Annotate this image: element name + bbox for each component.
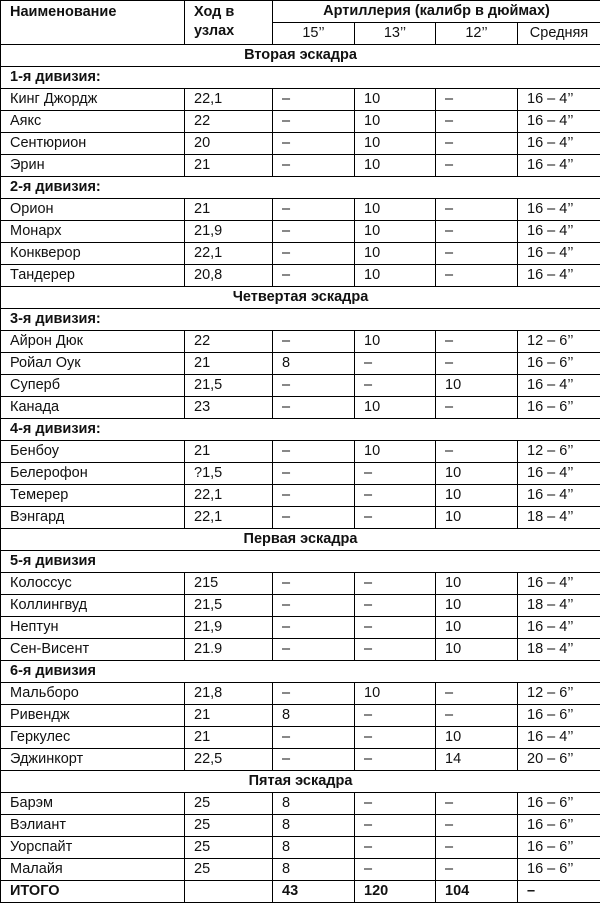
total-label: ИТОГО xyxy=(1,881,185,903)
ship-speed: 21 xyxy=(185,353,273,375)
header-caliber-12: 12’’ xyxy=(436,23,518,45)
header-row xyxy=(1,1,600,23)
ship-name: Орион xyxy=(1,199,185,221)
division-row xyxy=(1,551,600,573)
total-row xyxy=(1,881,600,903)
caliber-12: 10 xyxy=(436,375,518,397)
ship-row xyxy=(1,639,600,661)
ship-row xyxy=(1,815,600,837)
secondary-battery: 16 – 6’’ xyxy=(518,793,600,815)
secondary-battery: 18 – 4’’ xyxy=(518,639,600,661)
ship-speed: 23 xyxy=(185,397,273,419)
caliber-12: 10 xyxy=(436,639,518,661)
caliber-13: 10 xyxy=(355,89,436,111)
caliber-13: – xyxy=(355,727,436,749)
secondary-battery: 16 – 4’’ xyxy=(518,265,600,287)
ship-name: Сентюрион xyxy=(1,133,185,155)
caliber-12: 10 xyxy=(436,507,518,529)
ship-speed: ?1,5 xyxy=(185,463,273,485)
secondary-battery: 16 – 6’’ xyxy=(518,353,600,375)
caliber-15: 8 xyxy=(273,837,355,859)
ship-name: Малайя xyxy=(1,859,185,881)
ship-speed: 25 xyxy=(185,793,273,815)
total-secondary: – xyxy=(518,881,600,903)
caliber-15: – xyxy=(273,595,355,617)
total-15: 43 xyxy=(273,881,355,903)
squadron-row xyxy=(1,771,600,793)
caliber-13: 10 xyxy=(355,683,436,705)
ship-row xyxy=(1,507,600,529)
ship-name: Вэлиант xyxy=(1,815,185,837)
ship-row xyxy=(1,265,600,287)
ship-row xyxy=(1,243,600,265)
caliber-13: – xyxy=(355,793,436,815)
squadron-title: Первая эскадра xyxy=(1,529,600,551)
ship-row xyxy=(1,463,600,485)
caliber-12: – xyxy=(436,705,518,727)
caliber-12: 10 xyxy=(436,463,518,485)
ship-name: Эрин xyxy=(1,155,185,177)
division-title: 6-я дивизия xyxy=(1,661,600,683)
caliber-13: 10 xyxy=(355,265,436,287)
division-title: 3-я дивизия: xyxy=(1,309,600,331)
ship-row xyxy=(1,859,600,881)
ship-row xyxy=(1,155,600,177)
caliber-12: – xyxy=(436,353,518,375)
secondary-battery: 16 – 6’’ xyxy=(518,837,600,859)
ship-row xyxy=(1,617,600,639)
squadron-row xyxy=(1,529,600,551)
ship-speed: 21,8 xyxy=(185,683,273,705)
caliber-13: – xyxy=(355,463,436,485)
secondary-battery: 16 – 4’’ xyxy=(518,221,600,243)
caliber-13: – xyxy=(355,705,436,727)
caliber-15: 8 xyxy=(273,815,355,837)
caliber-12: 10 xyxy=(436,727,518,749)
secondary-battery: 12 – 6’’ xyxy=(518,683,600,705)
caliber-15: – xyxy=(273,375,355,397)
ship-row xyxy=(1,485,600,507)
caliber-15: – xyxy=(273,221,355,243)
ship-row xyxy=(1,331,600,353)
ship-speed: 21,5 xyxy=(185,375,273,397)
caliber-12: 10 xyxy=(436,573,518,595)
caliber-13: – xyxy=(355,815,436,837)
ship-row xyxy=(1,353,600,375)
caliber-15: – xyxy=(273,463,355,485)
ship-name: Ривендж xyxy=(1,705,185,727)
caliber-12: – xyxy=(436,243,518,265)
secondary-battery: 12 – 6’’ xyxy=(518,441,600,463)
ship-name: Нептун xyxy=(1,617,185,639)
ship-speed: 215 xyxy=(185,573,273,595)
caliber-13: – xyxy=(355,573,436,595)
ship-speed: 21.9 xyxy=(185,639,273,661)
secondary-battery: 16 – 4’’ xyxy=(518,727,600,749)
ship-row xyxy=(1,397,600,419)
ship-row xyxy=(1,89,600,111)
ship-speed: 22,1 xyxy=(185,507,273,529)
secondary-battery: 16 – 6’’ xyxy=(518,815,600,837)
ship-speed: 20,8 xyxy=(185,265,273,287)
ship-speed: 21 xyxy=(185,727,273,749)
ship-speed: 21,5 xyxy=(185,595,273,617)
ship-speed: 22,1 xyxy=(185,243,273,265)
caliber-12: – xyxy=(436,859,518,881)
caliber-15: – xyxy=(273,727,355,749)
caliber-15: – xyxy=(273,133,355,155)
caliber-12: 10 xyxy=(436,485,518,507)
ship-name: Айрон Дюк xyxy=(1,331,185,353)
caliber-12: – xyxy=(436,397,518,419)
caliber-13: – xyxy=(355,859,436,881)
ship-speed: 22 xyxy=(185,111,273,133)
caliber-12: 10 xyxy=(436,617,518,639)
caliber-12: – xyxy=(436,815,518,837)
ship-name: Бенбоу xyxy=(1,441,185,463)
secondary-battery: 20 – 6’’ xyxy=(518,749,600,771)
ship-name: Белерофон xyxy=(1,463,185,485)
caliber-15: – xyxy=(273,639,355,661)
ship-speed: 25 xyxy=(185,815,273,837)
caliber-15: – xyxy=(273,89,355,111)
secondary-battery: 16 – 4’’ xyxy=(518,463,600,485)
caliber-15: – xyxy=(273,485,355,507)
secondary-battery: 16 – 6’’ xyxy=(518,397,600,419)
header-caliber-15: 15’’ xyxy=(273,23,355,45)
caliber-15: – xyxy=(273,199,355,221)
ship-row xyxy=(1,683,600,705)
secondary-battery: 16 – 6’’ xyxy=(518,705,600,727)
caliber-15: 8 xyxy=(273,353,355,375)
caliber-13: 10 xyxy=(355,111,436,133)
division-title: 4-я дивизия: xyxy=(1,419,600,441)
ship-row xyxy=(1,441,600,463)
ship-speed: 21,9 xyxy=(185,221,273,243)
ship-row xyxy=(1,705,600,727)
division-row xyxy=(1,661,600,683)
ship-row xyxy=(1,221,600,243)
total-12: 104 xyxy=(436,881,518,903)
ship-name: Барэм xyxy=(1,793,185,815)
ship-name: Уорспайт xyxy=(1,837,185,859)
ship-name: Канада xyxy=(1,397,185,419)
caliber-15: 8 xyxy=(273,793,355,815)
ship-speed: 22,5 xyxy=(185,749,273,771)
caliber-15: – xyxy=(273,397,355,419)
division-row xyxy=(1,177,600,199)
secondary-battery: 12 – 6’’ xyxy=(518,331,600,353)
header-name: Наименование xyxy=(1,1,185,45)
caliber-12: – xyxy=(436,89,518,111)
caliber-12: – xyxy=(436,221,518,243)
caliber-15: – xyxy=(273,617,355,639)
ship-row xyxy=(1,199,600,221)
ship-speed: 21 xyxy=(185,705,273,727)
caliber-13: 10 xyxy=(355,441,436,463)
ship-name: Мальборо xyxy=(1,683,185,705)
secondary-battery: 16 – 6’’ xyxy=(518,859,600,881)
secondary-battery: 18 – 4’’ xyxy=(518,595,600,617)
header-caliber-13: 13’’ xyxy=(355,23,436,45)
ship-row xyxy=(1,375,600,397)
caliber-15: – xyxy=(273,507,355,529)
caliber-13: 10 xyxy=(355,243,436,265)
ship-name: Колоссус xyxy=(1,573,185,595)
caliber-13: 10 xyxy=(355,331,436,353)
caliber-15: – xyxy=(273,265,355,287)
secondary-battery: 16 – 4’’ xyxy=(518,111,600,133)
ship-speed: 21 xyxy=(185,155,273,177)
caliber-12: – xyxy=(436,331,518,353)
division-row xyxy=(1,309,600,331)
total-13: 120 xyxy=(355,881,436,903)
caliber-15: 8 xyxy=(273,859,355,881)
division-title: 1-я дивизия: xyxy=(1,67,600,89)
caliber-13: – xyxy=(355,353,436,375)
caliber-13: – xyxy=(355,595,436,617)
ship-row xyxy=(1,573,600,595)
caliber-13: 10 xyxy=(355,199,436,221)
caliber-13: – xyxy=(355,639,436,661)
caliber-13: – xyxy=(355,837,436,859)
caliber-12: – xyxy=(436,199,518,221)
ship-name: Кинг Джордж xyxy=(1,89,185,111)
secondary-battery: 16 – 4’’ xyxy=(518,573,600,595)
caliber-12: – xyxy=(436,837,518,859)
ship-row xyxy=(1,837,600,859)
caliber-12: – xyxy=(436,793,518,815)
caliber-15: – xyxy=(273,243,355,265)
header-speed: Ход в узлах xyxy=(185,1,273,45)
caliber-15: – xyxy=(273,573,355,595)
caliber-13: 10 xyxy=(355,221,436,243)
ship-speed: 20 xyxy=(185,133,273,155)
ship-speed: 22 xyxy=(185,331,273,353)
ship-speed: 21 xyxy=(185,441,273,463)
caliber-13: 10 xyxy=(355,397,436,419)
ship-row xyxy=(1,133,600,155)
secondary-battery: 16 – 4’’ xyxy=(518,199,600,221)
caliber-15: – xyxy=(273,749,355,771)
ship-name: Сен-Висент xyxy=(1,639,185,661)
total-speed xyxy=(185,881,273,903)
caliber-12: – xyxy=(436,441,518,463)
ship-speed: 25 xyxy=(185,837,273,859)
ship-row xyxy=(1,793,600,815)
ship-row xyxy=(1,595,600,617)
ship-row xyxy=(1,111,600,133)
caliber-15: – xyxy=(273,331,355,353)
ship-name: Вэнгард xyxy=(1,507,185,529)
header-artillery: Артиллерия (калибр в дюймах) xyxy=(273,1,600,23)
secondary-battery: 16 – 4’’ xyxy=(518,89,600,111)
caliber-12: – xyxy=(436,133,518,155)
division-title: 2-я дивизия: xyxy=(1,177,600,199)
ship-name: Эджинкорт xyxy=(1,749,185,771)
caliber-13: – xyxy=(355,749,436,771)
squadron-row xyxy=(1,287,600,309)
caliber-13: – xyxy=(355,617,436,639)
squadron-title: Четвертая эскадра xyxy=(1,287,600,309)
table-body xyxy=(1,45,600,903)
ship-speed: 22,1 xyxy=(185,89,273,111)
secondary-battery: 16 – 4’’ xyxy=(518,485,600,507)
ship-name: Суперб xyxy=(1,375,185,397)
header-caliber-secondary: Средняя xyxy=(518,23,600,45)
squadron-title: Вторая эскадра xyxy=(1,45,600,67)
caliber-12: – xyxy=(436,111,518,133)
ship-name: Конкверор xyxy=(1,243,185,265)
ship-name: Монарх xyxy=(1,221,185,243)
caliber-15: – xyxy=(273,683,355,705)
ship-name: Тандерер xyxy=(1,265,185,287)
ship-name: Ройал Оук xyxy=(1,353,185,375)
caliber-15: – xyxy=(273,111,355,133)
division-row xyxy=(1,419,600,441)
caliber-12: – xyxy=(436,155,518,177)
squadron-title: Пятая эскадра xyxy=(1,771,600,793)
secondary-battery: 18 – 4’’ xyxy=(518,507,600,529)
division-row xyxy=(1,67,600,89)
caliber-13: 10 xyxy=(355,155,436,177)
ship-row xyxy=(1,749,600,771)
caliber-13: – xyxy=(355,507,436,529)
secondary-battery: 16 – 4’’ xyxy=(518,243,600,265)
caliber-12: – xyxy=(436,265,518,287)
ship-speed: 21,9 xyxy=(185,617,273,639)
secondary-battery: 16 – 4’’ xyxy=(518,617,600,639)
ship-name: Аякс xyxy=(1,111,185,133)
caliber-13: – xyxy=(355,485,436,507)
ship-speed: 21 xyxy=(185,199,273,221)
ship-name: Коллингвуд xyxy=(1,595,185,617)
ship-speed: 22,1 xyxy=(185,485,273,507)
caliber-15: 8 xyxy=(273,705,355,727)
secondary-battery: 16 – 4’’ xyxy=(518,133,600,155)
caliber-12: 14 xyxy=(436,749,518,771)
ship-speed: 25 xyxy=(185,859,273,881)
caliber-15: – xyxy=(273,155,355,177)
caliber-15: – xyxy=(273,441,355,463)
secondary-battery: 16 – 4’’ xyxy=(518,375,600,397)
ship-name: Темерер xyxy=(1,485,185,507)
secondary-battery: 16 – 4’’ xyxy=(518,155,600,177)
caliber-13: 10 xyxy=(355,133,436,155)
ship-row xyxy=(1,727,600,749)
caliber-12: 10 xyxy=(436,595,518,617)
caliber-12: – xyxy=(436,683,518,705)
caliber-13: – xyxy=(355,375,436,397)
ship-name: Геркулес xyxy=(1,727,185,749)
squadron-row xyxy=(1,45,600,67)
division-title: 5-я дивизия xyxy=(1,551,600,573)
